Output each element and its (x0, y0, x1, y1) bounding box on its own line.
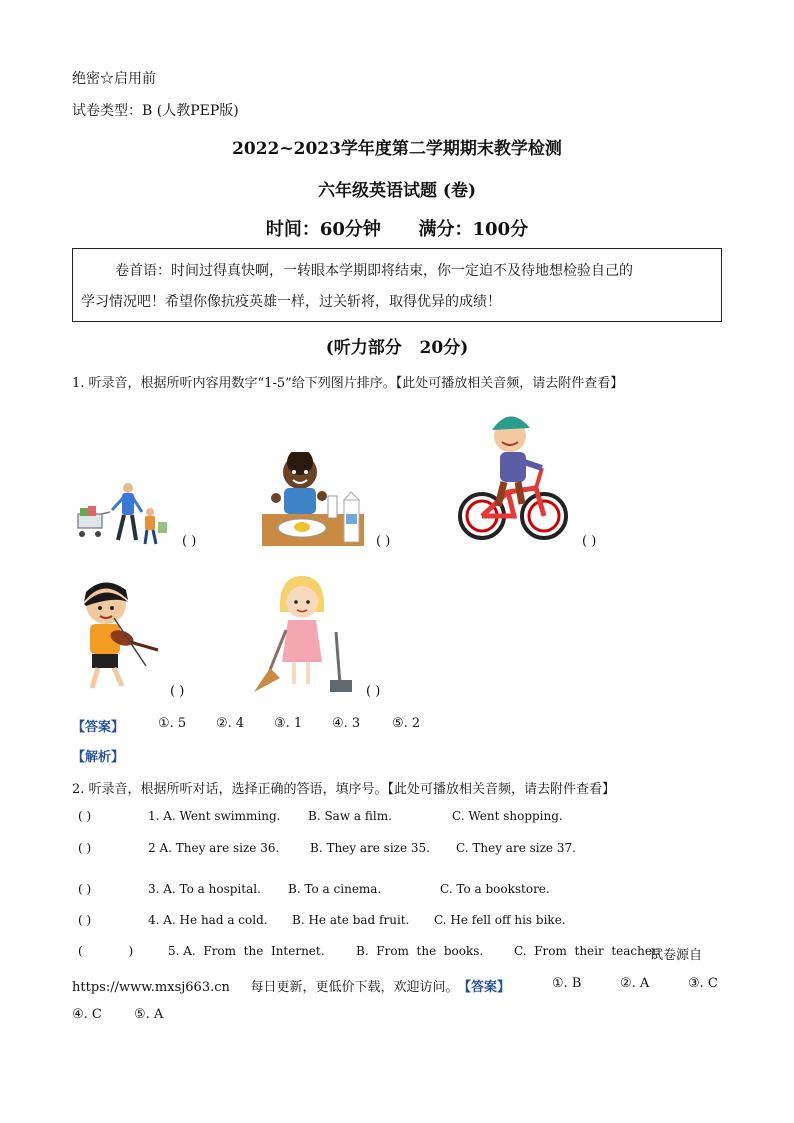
violin-boy-image (74, 582, 162, 696)
q2-answer-2: ②. A (620, 976, 650, 991)
q1-paren-5[interactable]: ( ) (366, 684, 381, 699)
q2-item-4-option-c: C. He fell off his bike. (434, 913, 566, 927)
preface-box (72, 248, 722, 322)
q1-answer-5: ⑤. 2 (392, 716, 421, 731)
cycling-boy-image (458, 404, 570, 550)
paper-type-label: 试卷类型：B (人教PEP版) (72, 103, 239, 119)
q2-item-3-option-a: 3. A. To a hospital. (148, 882, 261, 896)
q2-item-2-paren[interactable]: ( ) (78, 841, 92, 855)
q2-answer-label: 【答案】 (458, 980, 511, 995)
q1-paren-1[interactable]: ( ) (182, 534, 197, 549)
q1-answer-4: ④. 3 (332, 716, 361, 731)
q2-item-5-paren[interactable]: ( ) (78, 944, 134, 958)
q1-answer-3: ③. 1 (274, 716, 303, 731)
q1-prompt: 1. 听录音，根据所听内容用数字“1-5”给下列图片排序。【此处可播放相关音频，请去附件查看】 (72, 376, 624, 391)
preface-line-2: 学习情况吧！希望你像抗疫英雄一样，过关斩将，取得优异的成绩！ (81, 294, 501, 310)
shopping-family-image (76, 478, 170, 548)
listening-section-title: (听力部分 20分) (325, 338, 469, 358)
q2-item-3-paren[interactable]: ( ) (78, 882, 92, 896)
q1-answer-1: ①. 5 (158, 716, 187, 731)
exam-subtitle: 六年级英语试题 (卷) (317, 181, 476, 201)
q2-item-3-option-c: C. To a bookstore. (440, 882, 550, 896)
q2-item-2-option-b: B. They are size 35. (310, 841, 430, 855)
q2-item-5-option-a: 5. A. From the Internet. (168, 944, 325, 958)
q2-item-4-option-b: B. He ate bad fruit. (292, 913, 410, 927)
q2-item-4-option-a: 4. A. He had a cold. (148, 913, 268, 927)
q2-item-1-option-c: C. Went shopping. (452, 809, 563, 823)
q2-prompt: 2. 听录音，根据所听对话，选择正确的答语，填序号。【此处可播放相关音频，请去附件查看】 (72, 782, 616, 797)
q2-answer-3: ③. C (688, 976, 718, 991)
q1-answer-2: ②. 4 (216, 716, 245, 731)
exam-title: 2022~2023学年度第二学期期末教学检测 (232, 139, 562, 159)
q2-item-5-option-b: B. From the books. (356, 944, 484, 958)
q1-paren-4[interactable]: ( ) (170, 684, 185, 699)
secret-label: 绝密☆启用前 (72, 71, 156, 87)
q2-answer-5: ⑤. A (134, 1007, 164, 1022)
preface-line-1: 卷首语：时间过得真快啊，一转眼本学期即将结束，你一定迫不及待地想检验自己的 (115, 263, 633, 279)
q2-item-1-paren[interactable]: ( ) (78, 809, 92, 823)
breakfast-boy-image (262, 452, 366, 548)
q2-source-text: 试卷源自 (650, 948, 703, 963)
q2-item-2-option-a: 2 A. They are size 36. (148, 841, 280, 855)
q2-item-1-option-a: 1. A. Went swimming. (148, 809, 281, 823)
q2-item-2-option-c: C. They are size 37. (456, 841, 576, 855)
time-score-line: 时间：60分钟 满分：100分 (265, 219, 529, 240)
q2-answer-4: ④. C (72, 1007, 102, 1022)
q1-paren-2[interactable]: ( ) (376, 534, 391, 549)
q2-item-3-option-b: B. To a cinema. (288, 882, 382, 896)
sweeping-girl-image (250, 572, 356, 696)
q2-item-1-option-b: B. Saw a film. (308, 809, 392, 823)
q2-answer-1: ①. B (552, 976, 582, 991)
q1-answer-label: 【答案】 (72, 720, 125, 735)
q1-analysis-label: 【解析】 (72, 750, 125, 765)
source-url-line[interactable]: https://www.mxsj663.cn 每日更新，更低价下载，欢迎访问。 (72, 980, 459, 995)
q2-item-5-option-c: C. From their teacher. (514, 944, 661, 958)
q1-paren-3[interactable]: ( ) (582, 534, 597, 549)
q2-item-4-paren[interactable]: ( ) (78, 913, 92, 927)
